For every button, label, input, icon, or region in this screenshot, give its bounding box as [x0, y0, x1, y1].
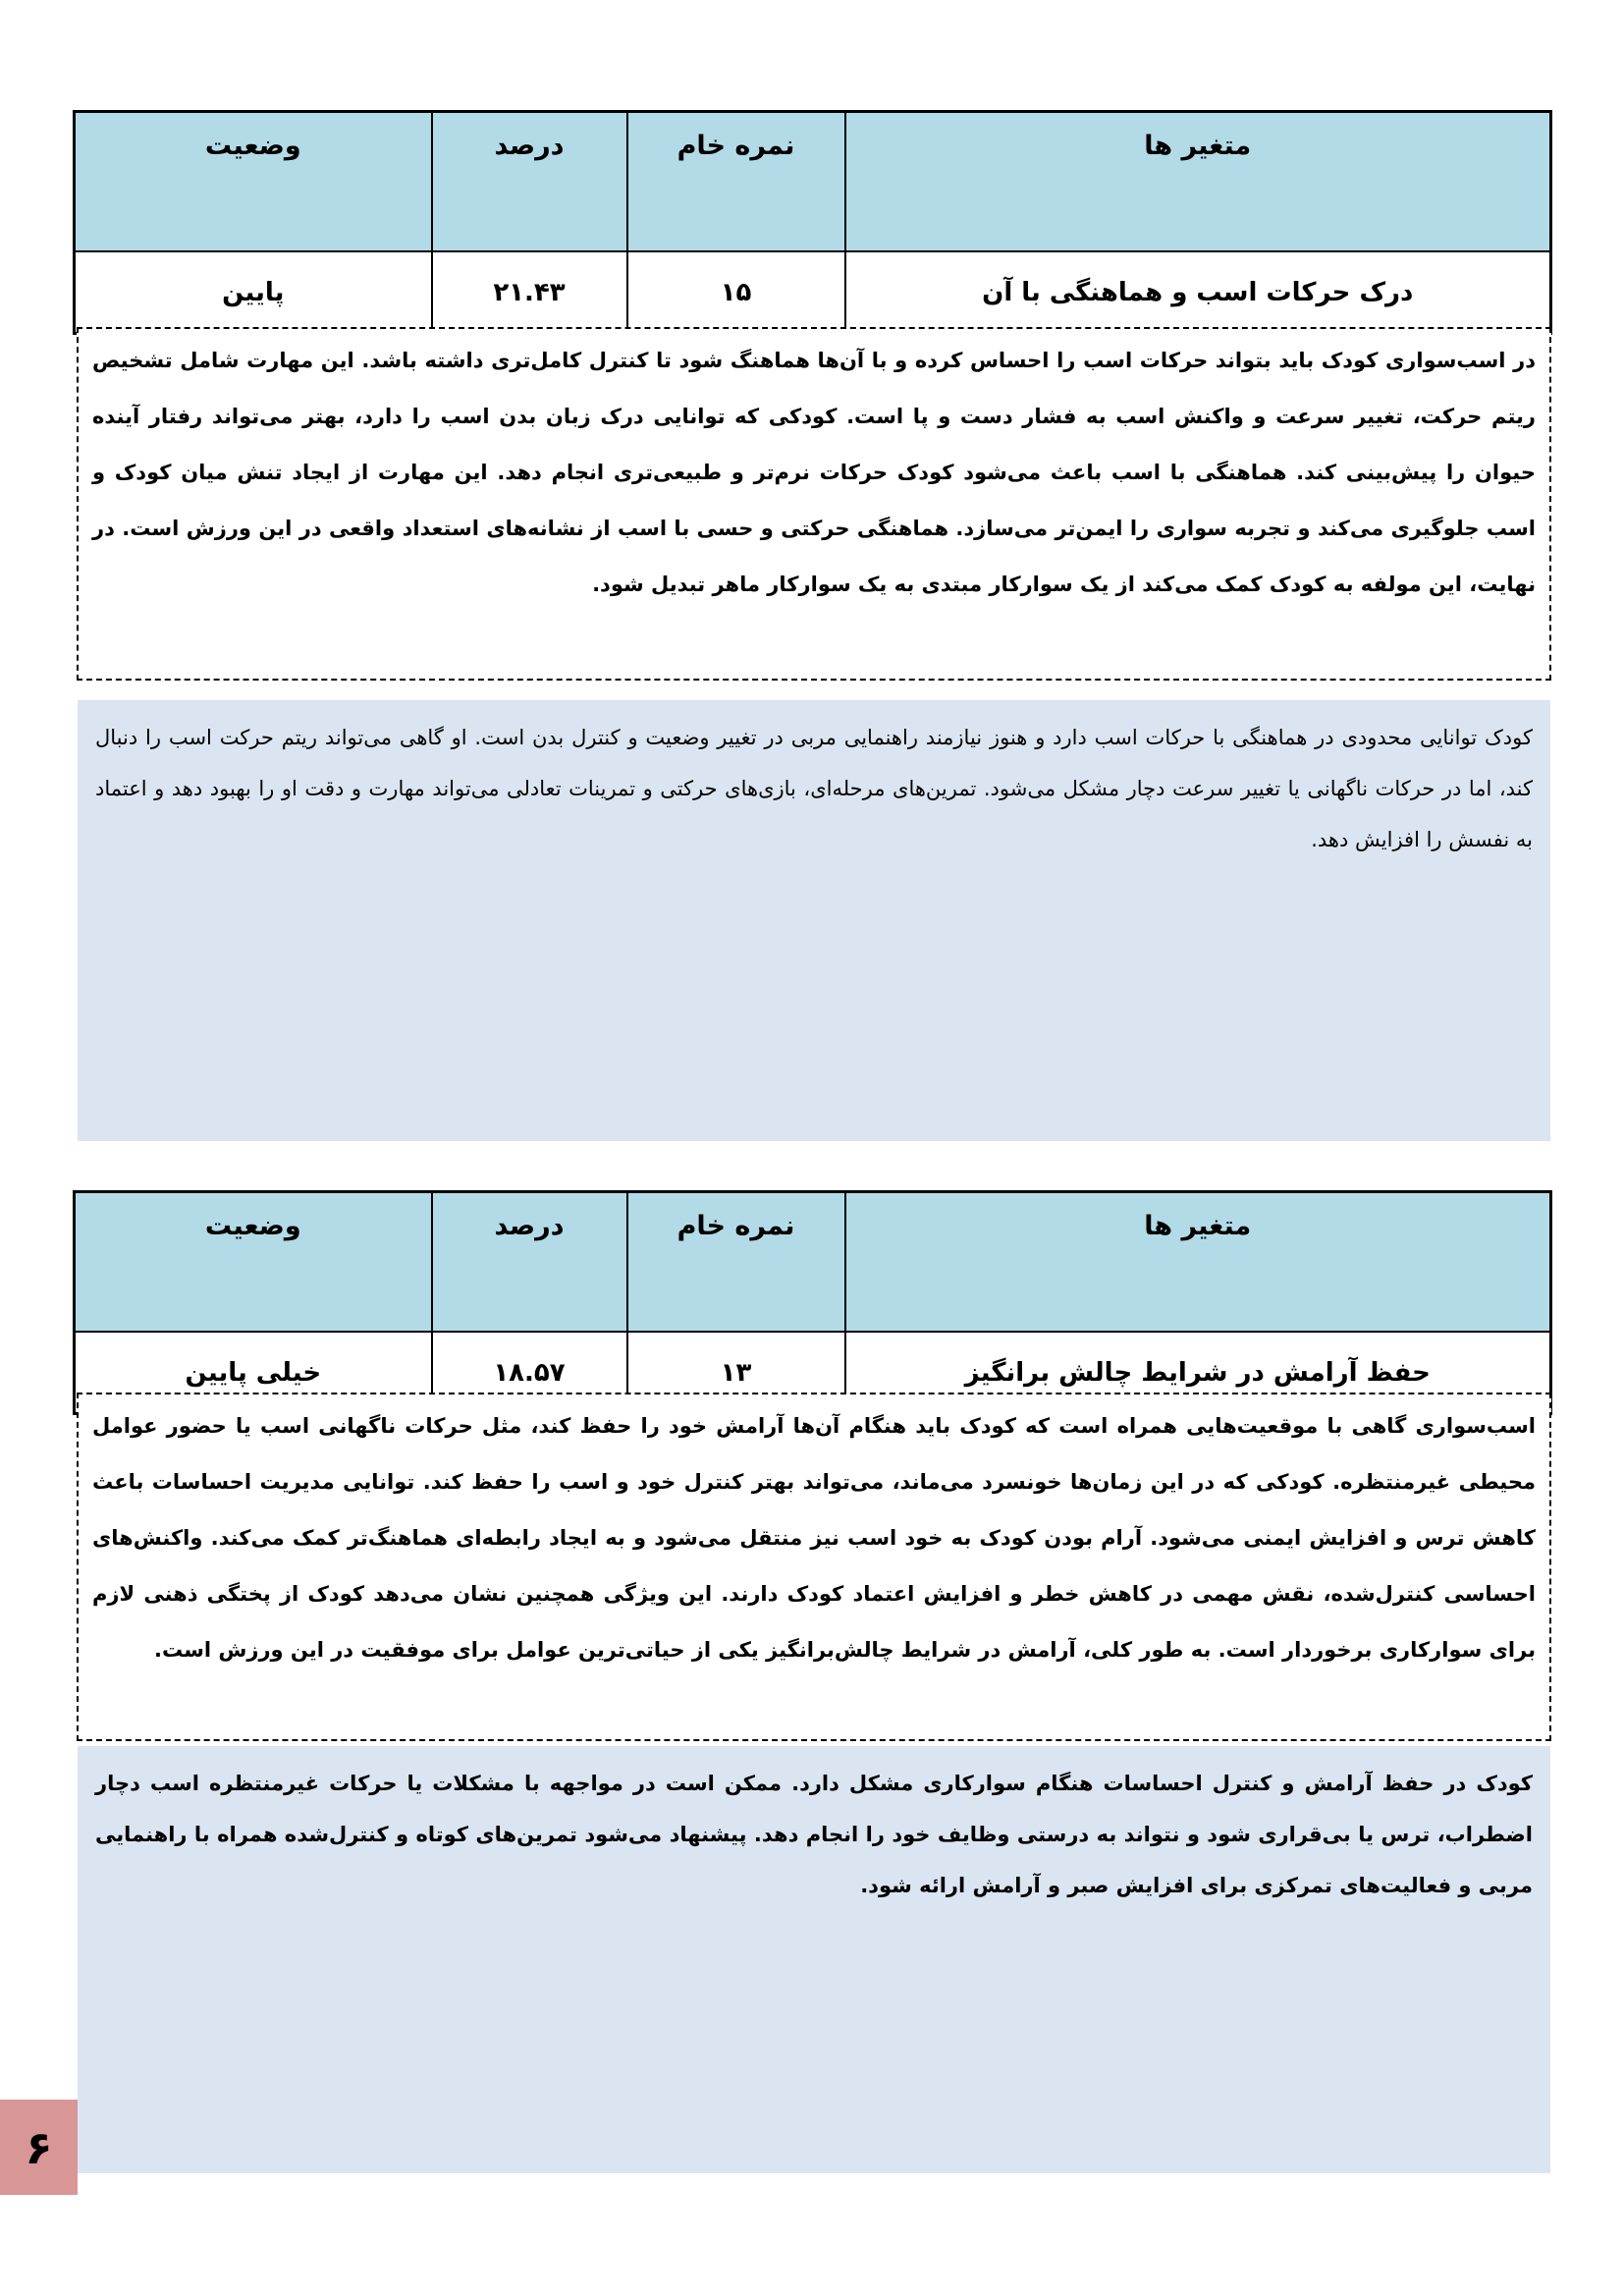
- status-cell: خیلی پایین: [75, 1332, 432, 1414]
- raw-score-cell: ۱۵: [627, 251, 845, 334]
- variable-cell: درک حرکات اسب و هماهنگی با آن: [845, 251, 1551, 334]
- page-number-badge: ۶: [0, 2100, 78, 2195]
- percent-cell: ۱۸.۵۷: [432, 1332, 627, 1414]
- score-table-2: [73, 1190, 1552, 1415]
- raw-score-cell: ۱۳: [627, 1332, 845, 1414]
- evaluation-note-box-2: کودک در حفظ آرامش و کنترل احساسات هنگام سوارکاری مشکل دارد. ممکن است در مواجهه با مشکلات یا حرکات غیرمنتظره اسب دچار اضطراب، ترس یا بی‌قراری شود و نتواند به درستی وظایف خود را انجام دهد. پیشنهاد می‌شود تمرین‌های کوتاه و کنترل‌شده همراه با راهنمایی مربی و فعالیت‌های تمرکزی برای افزایش صبر و آرامش ارائه شود.: [78, 1746, 1550, 2173]
- evaluation-note-box-1: کودک توانایی محدودی در هماهنگی با حرکات اسب دارد و هنوز نیازمند راهنمایی مربی در تغییر وضعیت و کنترل بدن است. او گاهی می‌تواند ریتم حرکت اسب را دنبال کند، اما در حرکات ناگهانی یا تغییر سرعت دچار مشکل می‌شود. تمرین‌های مرحله‌ای، بازی‌های حرکتی و تمرینات تعادلی می‌تواند مهارت و دقت او را بهبود دهد و اعتماد به نفسش را افزایش دهد.: [78, 700, 1550, 1141]
- variable-cell: حفظ آرامش در شرایط چالش برانگیز: [845, 1332, 1551, 1414]
- column-header-raw-score: نمره خام: [627, 112, 845, 252]
- column-header-status: وضعیت: [75, 1192, 432, 1333]
- column-header-raw-score: نمره خام: [627, 1192, 845, 1333]
- score-table-1: [73, 110, 1552, 335]
- variable-description-box-1: در اسب‌سواری کودک باید بتواند حرکات اسب را احساس کرده و با آن‌ها هماهنگ شود تا کنترل کامل‌تری داشته باشد. این مهارت شامل تشخیص ریتم حرکت، تغییر سرعت و واکنش اسب به فشار دست و پا است. کودکی که توانایی درک زبان بدن اسب را دارد، بهتر می‌تواند رفتار آینده حیوان را پیش‌بینی کند. هماهنگی با اسب باعث می‌شود کودک حرکات نرم‌تر و طبیعی‌تری انجام دهد. این مهارت از ایجاد تنش میان کودک و اسب جلوگیری می‌کند و تجربه سواری را ایمن‌تر می‌سازد. هماهنگی حرکتی و حسی با اسب از نشانه‌های استعداد واقعی در این ورزش است. در نهایت، این مولفه به کودک کمک می‌کند از یک سوارکار مبتدی به یک سوارکار ماهر تبدیل شود.: [77, 327, 1551, 681]
- table-header-row: [75, 1192, 1551, 1333]
- column-header-percent: درصد: [432, 1192, 627, 1333]
- table-header-row: [75, 112, 1551, 252]
- status-cell: پایین: [75, 251, 432, 334]
- column-header-variables: متغیر ها: [845, 1192, 1551, 1333]
- column-header-percent: درصد: [432, 112, 627, 252]
- table-row: [75, 251, 1551, 334]
- percent-cell: ۲۱.۴۳: [432, 251, 627, 334]
- column-header-variables: متغیر ها: [845, 112, 1551, 252]
- variable-description-box-2: اسب‌سواری گاهی با موقعیت‌هایی همراه است که کودک باید هنگام آن‌ها آرامش خود را حفظ کند، مثل حرکات ناگهانی اسب یا حضور عوامل محیطی غیرمنتظره. کودکی که در این زمان‌ها خونسرد می‌ماند، می‌تواند بهتر کنترل خود و اسب را حفظ کند. توانایی مدیریت احساسات باعث کاهش ترس و افزایش ایمنی می‌شود. آرام بودن کودک به خود اسب نیز منتقل می‌شود و به ایجاد رابطه‌ای هماهنگ‌تر کمک می‌کند. واکنش‌های احساسی کنترل‌شده، نقش مهمی در کاهش خطر و افزایش اعتماد کودک دارند. این ویژگی همچنین نشان می‌دهد کودک از پختگی ذهنی لازم برای سوارکاری برخوردار است. به طور کلی، آرامش در شرایط چالش‌برانگیز یکی از حیاتی‌ترین عوامل برای موفقیت در این ورزش است.: [77, 1393, 1551, 1741]
- column-header-status: وضعیت: [75, 112, 432, 252]
